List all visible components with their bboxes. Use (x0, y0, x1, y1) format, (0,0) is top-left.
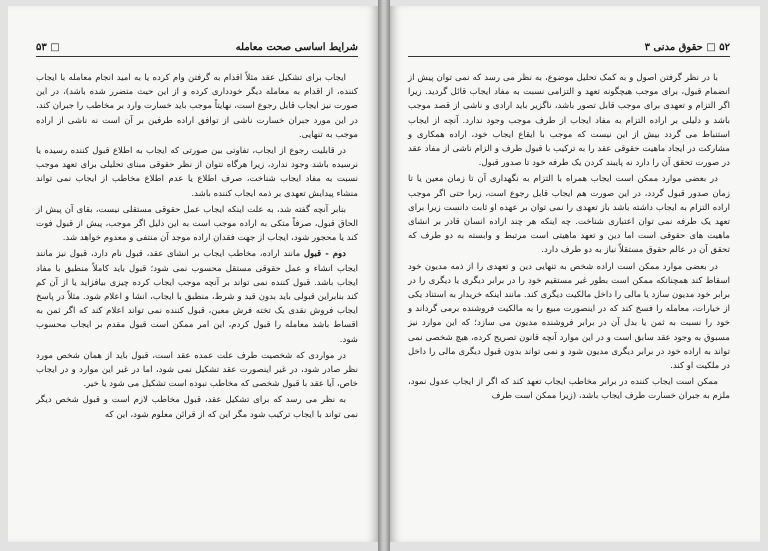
left-paragraph: بنابر آنچه گفته شد، به علت اینکه ایجاب عمل حقوقی مستقلی نیست، بقای آن پیش از الحاق قبول، صرفاً متکی به اراده موجب است به این دلیل اگر موجب، پیش از قبول فوت کند یا محجور شود، ایجاب از جهت فقدان اراده موجد آن منتفی و معدوم خواهد شد. (36, 204, 358, 244)
left-page (8, 6, 378, 542)
right-page-body (408, 71, 730, 404)
right-page-header (408, 42, 730, 57)
section-heading: دوم - قبول (303, 249, 347, 260)
left-paragraph: به نظر می رسد که برای تشکیل عقد، قبول مخاطب لازم است و قبول شخص دیگر نمی تواند با ایجاب ترکیب شود مگر این که از قرائن معلوم شود، این که (36, 395, 358, 420)
right-running-title (645, 42, 730, 53)
left-page-body (36, 71, 358, 422)
left-paragraph: ایجاب برای تشکیل عقد مثلاً اقدام به گرفتن وام کرده یا به امید انجام معامله با ایجاب کننده، از اقدام به معامله دیگر خودداری کرده و از این حیث متضرر شده باشد)، در این صورت نیز ایجاب قابل رجوع است، نهایتاً موجب باید خسارت وارد بر مخاطب را جبران کند، در این مورد جبران خسارت ناشی از توافق اراده طرفین بر آن است نه ناشی از اراده موجب به تنهایی. (36, 73, 358, 140)
right-page (390, 6, 760, 542)
right-page-number: ۵۲ □ (706, 42, 730, 53)
right-paragraph: در بعضی موارد ممکن است ایجاب همراه با التزام به نگهداری آن تا زمان معین یا تا زمان صدور قبول گردد، در این صورت هم ایجاب قابل رجوع است، زیرا حتی اگر موجب اراده التزام به ایجاب داشته باشد باز تعهدی را نمی توان بر عهده او ثابت دانست زیرا برای تعهد یک طرفه نمی توان اعتباری شناخت. چه اینکه هر چند اراده انسان قادر بر انشای ماهیت های حقوقی است اما دین و تعهد ماهیتی است مرتبط و وابسته به دو طرف که تحقق آن در عالم حقوق مستقلاً نیاز به دو طرف دارد. (408, 174, 730, 256)
section-heading-text: مانند اراده، مخاطب ایجاب بر انشای عقد، قبول نام دارد، قبول نیز مانند (36, 249, 301, 260)
left-section-heading-paragraph (36, 247, 358, 346)
left-running-title: شرایط اساسی صحت معامله (235, 42, 358, 53)
right-paragraph: با در نظر گرفتن اصول و به کمک تحلیل موضوع، به نظر می رسد که نمی توان پیش از انضمام قبول، برای موجب هیچگونه تعهد و التزامی نسبت به مفاد ایجاب قائل گردید. زیرا اگر التزام و تعهدی برای موجب قابل تصور باشد، ناگزیر باید ارادی و ناشی از قصد موجب باشد و دلیلی بر اراده التزام به مفاد ایجاب از طرف موجب وجود ندارد. آنچه از ایجاب استنباط می گردد بیش از این نیست که موجب با ایقاع ایجاب خود، اراده همکاری و مشارکت در ایجاد ماهیت حقوقی عقد را به ترکیب با قبول طرف و الزام ناشی از مفاد عقد در صورت تحقق آن را دارد نه پایبند کردن یک طرفه خود تا صدور قبول. (408, 73, 730, 169)
left-paragraph: در مواردی که شخصیت طرف علت عمده عقد است، قبول باید از همان شخص مورد نظر صادر شود، در غیر اینصورت عقد تشکیل نمی شود، اما در غیر این موارد و در ایجاب خاص، آیا عقد با قبول شخصی که مخاطب نبوده است تشکیل می شود یا خیر. (36, 350, 358, 390)
left-page-header (36, 42, 358, 57)
right-book-title: حقوق مدنی ۳ (644, 42, 703, 53)
left-paragraph: ایجاب انشاء و عمل حقوقی مستقل محسوب نمی شود؛ قبول باید کاملاً منطبق با مفاد ایجاب باشد. قبول کننده نمی تواند بر آنچه موجب ایجاب کرده چیزی بیافزاید یا از آن کم کند بنابراین قبولی باید بدون قید و شرط، منطبق با ایجاب، انشا و اعلام شود. مثلاً در پاسخ ایجاب فروش نقدی یک تخته فرش معین، قبول کننده نمی تواند اعلام کند که اگر ثمن به اقساط باشد معامله را قبول کردم، این امر ممکن است قبول مقدم بر ایجاب محسوب شود. (36, 263, 358, 345)
left-paragraph: در قابلیت رجوع از ایجاب، تفاوتی بین صورتی که ایجاب به اطلاع قبول کننده رسیده یا نرسیده باشد وجود ندارد، زیرا هرگاه نتوان از نظر حقوقی مبنای تحلیلی برای تعهد موجب نسبت به مفاد ایجاب شناخت، صرف اطلاع یا عدم اطلاع مخاطب از ایجاب نمی تواند منشاء پیدایش تعهدی بر ذمه ایجاب کننده باشد. (36, 146, 358, 199)
right-paragraph: در بعضی موارد ممکن است اراده شخص به تنهایی دین و تعهدی را از ذمه مدیون خود اسقاط کند همچنانکه ممکن است بطور غیر مستقیم خود را در برابر دیگری یا دیگری را در برابر خود مدیون سازد یا مالی را داخل مالکیت دیگری کند. مانند اینکه خریدار به استناد یکی از خیارات، معامله را فسخ کند که در اینصورت مبیع را به مالکیت فروشنده برمی گرداند و خود را نسبت به ثمن یا بدل آن در برابر فروشنده مدیون می سازد؛ که این موارد نیز مسبوق به وجود عقد سابق است و در این موارد آنچه قانون تصریح کرده، هیچ شخصی نمی تواند به اراده خود در برابر دیگری مدیون شود و نمی تواند بدون قبول دیگری مالی را داخل در ملکیت او کند. (407, 261, 730, 372)
left-page-number: □ ۵۳ (36, 42, 60, 53)
book-gutter (378, 0, 390, 551)
right-paragraph: ممکن است ایجاب کننده در برابر مخاطب ایجاب تعهد کند که اگر از ایجاب عدول نمود، ملزم به جبران خسارت طرف ایجاب باشد، (زیرا ممکن است طرف (408, 377, 730, 402)
